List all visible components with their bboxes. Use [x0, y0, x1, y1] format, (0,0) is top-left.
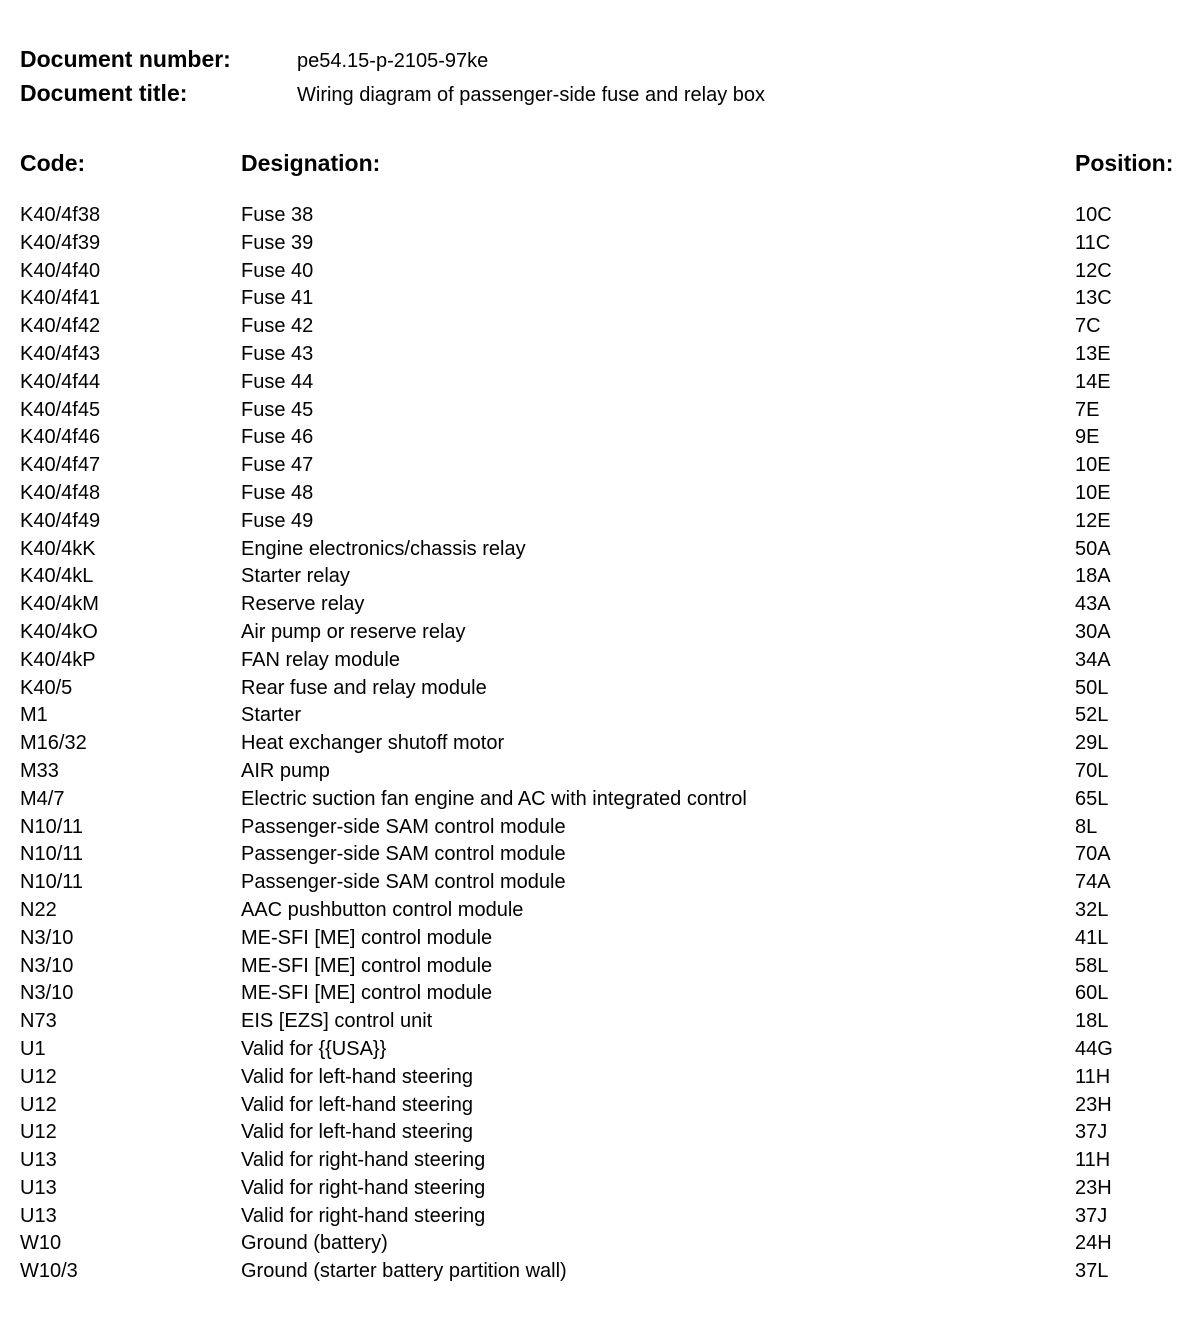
- table-row: [20, 814, 1190, 842]
- document-number-value: pe54.15-p-2105-97ke: [297, 50, 489, 72]
- code-cell: M33: [20, 759, 59, 782]
- position-cell: 60L: [1075, 982, 1109, 1005]
- table-row: [20, 508, 1190, 536]
- code-cell: M1: [20, 704, 48, 727]
- code-cell: K40/4f45: [20, 398, 101, 421]
- designation-cell: Valid for right-hand steering: [241, 1149, 486, 1172]
- designation-cell: Electric suction fan engine and AC with integrated control: [241, 787, 747, 810]
- position-cell: 37L: [1075, 1260, 1109, 1283]
- code-cell: K40/4f46: [20, 426, 101, 449]
- position-cell: 10C: [1075, 204, 1112, 226]
- designation-cell: ME-SFI [ME] control module: [241, 982, 493, 1005]
- code-cell: K40/4kO: [20, 620, 98, 643]
- table-row: [20, 1175, 1190, 1203]
- designation-cell: Fuse 44: [241, 370, 314, 393]
- code-cell: N10/11: [20, 815, 84, 838]
- position-cell: 50L: [1075, 676, 1109, 699]
- designation-cell: Fuse 42: [241, 315, 314, 338]
- document-number-label: Document number:: [20, 46, 231, 72]
- designation-column-header: Designation:: [241, 150, 381, 176]
- position-cell: 12E: [1075, 509, 1111, 532]
- position-cell: 9E: [1075, 426, 1100, 449]
- designation-cell: Fuse 47: [241, 454, 314, 477]
- designation-cell: Passenger-side SAM control module: [241, 843, 566, 866]
- table-row: [20, 619, 1190, 647]
- table-row: [20, 1008, 1190, 1036]
- code-cell: K40/4kP: [20, 648, 96, 671]
- table-row: [20, 591, 1190, 619]
- code-cell: W10: [20, 1232, 62, 1255]
- table-row: [20, 1230, 1190, 1258]
- code-cell: K40/4f42: [20, 315, 101, 338]
- designation-cell: Passenger-side SAM control module: [241, 815, 566, 838]
- position-cell: 65L: [1075, 787, 1109, 810]
- position-cell: 11H: [1075, 1065, 1111, 1088]
- position-cell: 74A: [1075, 871, 1111, 894]
- position-cell: 11C: [1075, 231, 1111, 254]
- designation-cell: Fuse 48: [241, 481, 314, 504]
- code-cell: U12: [20, 1093, 57, 1116]
- designation-cell: Heat exchanger shutoff motor: [241, 732, 505, 755]
- code-cell: K40/4f38: [20, 204, 101, 226]
- code-cell: N10/11: [20, 843, 84, 866]
- designation-cell: Fuse 49: [241, 509, 314, 532]
- document-number-row: [20, 46, 765, 80]
- code-cell: U1: [20, 1037, 46, 1060]
- designation-cell: Reserve relay: [241, 593, 365, 616]
- designation-cell: Valid for right-hand steering: [241, 1176, 486, 1199]
- table-row: [20, 258, 1190, 286]
- table-header: [20, 150, 1195, 182]
- position-cell: 70L: [1075, 759, 1109, 782]
- position-cell: 14E: [1075, 370, 1111, 393]
- code-cell: W10/3: [20, 1260, 78, 1283]
- position-cell: 18A: [1075, 565, 1111, 588]
- table-row: [20, 925, 1190, 953]
- designation-cell: Engine electronics/chassis relay: [241, 537, 526, 560]
- designation-cell: Fuse 40: [241, 259, 314, 282]
- designation-cell: Fuse 45: [241, 398, 314, 421]
- table-row: [20, 536, 1190, 564]
- designation-cell: Air pump or reserve relay: [241, 620, 466, 643]
- table-row: [20, 1147, 1190, 1175]
- designation-cell: Starter relay: [241, 565, 350, 588]
- document-title-value: Wiring diagram of passenger-side fuse and relay box: [297, 84, 766, 106]
- position-cell: 18L: [1075, 1010, 1109, 1033]
- table-row: [20, 1092, 1190, 1120]
- designation-cell: Valid for left-hand steering: [241, 1121, 473, 1144]
- code-cell: U12: [20, 1065, 57, 1088]
- code-cell: K40/4kM: [20, 593, 99, 616]
- position-cell: 43A: [1075, 593, 1111, 616]
- table-row: [20, 313, 1190, 341]
- table-row: [20, 841, 1190, 869]
- document-header: [20, 46, 765, 114]
- position-cell: 8L: [1075, 815, 1098, 838]
- designation-cell: FAN relay module: [241, 648, 400, 671]
- position-cell: 23H: [1075, 1176, 1112, 1199]
- table-row: [20, 897, 1190, 925]
- code-cell: N3/10: [20, 926, 74, 949]
- code-cell: K40/4f43: [20, 342, 101, 365]
- code-cell: K40/4f40: [20, 259, 101, 282]
- designation-cell: ME-SFI [ME] control module: [241, 926, 493, 949]
- table-row: [20, 1258, 1190, 1286]
- code-cell: K40/4f39: [20, 231, 101, 254]
- code-cell: M4/7: [20, 787, 65, 810]
- designation-cell: Starter: [241, 704, 302, 727]
- code-cell: U13: [20, 1204, 57, 1227]
- table-row: [20, 1119, 1190, 1147]
- designation-cell: Ground (battery): [241, 1232, 388, 1255]
- code-cell: K40/5: [20, 676, 73, 699]
- table-row: [20, 953, 1190, 981]
- table-row: [20, 1036, 1190, 1064]
- table-row: [20, 786, 1190, 814]
- designation-cell: Fuse 38: [241, 204, 314, 226]
- code-cell: K40/4f41: [20, 287, 101, 310]
- code-cell: K40/4f49: [20, 509, 101, 532]
- position-cell: 34A: [1075, 648, 1111, 671]
- code-cell: U13: [20, 1176, 57, 1199]
- table-row: [20, 1203, 1190, 1231]
- code-cell: N10/11: [20, 871, 84, 894]
- code-cell: N3/10: [20, 982, 74, 1005]
- designation-cell: Ground (starter battery partition wall): [241, 1260, 567, 1283]
- position-cell: 41L: [1075, 926, 1109, 949]
- position-cell: 52L: [1075, 704, 1109, 727]
- code-cell: U13: [20, 1149, 57, 1172]
- table-row: [20, 424, 1190, 452]
- position-cell: 7C: [1075, 315, 1101, 338]
- code-cell: K40/4f47: [20, 454, 101, 477]
- table-row: [20, 452, 1190, 480]
- code-cell: N73: [20, 1010, 57, 1033]
- position-cell: 70A: [1075, 843, 1111, 866]
- table-row: [20, 702, 1190, 730]
- position-cell: 29L: [1075, 732, 1109, 755]
- code-column-header: Code:: [20, 150, 86, 176]
- table-row: [20, 285, 1190, 313]
- table-row: [20, 563, 1190, 591]
- designation-cell: Passenger-side SAM control module: [241, 871, 566, 894]
- designation-cell: Fuse 41: [241, 287, 314, 310]
- designation-cell: Fuse 46: [241, 426, 314, 449]
- position-cell: 10E: [1075, 481, 1111, 504]
- code-cell: N3/10: [20, 954, 74, 977]
- code-cell: U12: [20, 1121, 57, 1144]
- table-row: [20, 1064, 1190, 1092]
- position-cell: 24H: [1075, 1232, 1112, 1255]
- designation-cell: Valid for left-hand steering: [241, 1093, 473, 1116]
- position-cell: 44G: [1075, 1037, 1113, 1060]
- code-cell: K40/4f44: [20, 370, 101, 393]
- position-cell: 58L: [1075, 954, 1109, 977]
- position-cell: 10E: [1075, 454, 1111, 477]
- code-cell: M16/32: [20, 732, 87, 755]
- document-title-label: Document title:: [20, 80, 188, 106]
- table-row: [20, 730, 1190, 758]
- position-cell: 12C: [1075, 259, 1112, 282]
- code-cell: K40/4kK: [20, 537, 96, 560]
- position-cell: 11H: [1075, 1149, 1111, 1172]
- designation-cell: AIR pump: [241, 759, 330, 782]
- designation-cell: Fuse 39: [241, 231, 314, 254]
- table-row: [20, 480, 1190, 508]
- code-cell: K40/4f48: [20, 481, 101, 504]
- table-row: [20, 869, 1190, 897]
- position-cell: 30A: [1075, 620, 1111, 643]
- document-title-row: [20, 80, 765, 114]
- table-row: [20, 980, 1190, 1008]
- position-cell: 37J: [1075, 1204, 1108, 1227]
- designation-cell: Valid for {{USA}}: [241, 1037, 387, 1060]
- table-row: [20, 230, 1190, 258]
- position-column-header: Position:: [1075, 150, 1174, 176]
- table-row: [20, 758, 1190, 786]
- table-body: [20, 202, 1190, 1286]
- table-row: [20, 202, 1190, 230]
- designation-cell: AAC pushbutton control module: [241, 898, 524, 921]
- code-cell: K40/4kL: [20, 565, 94, 588]
- designation-cell: Rear fuse and relay module: [241, 676, 487, 699]
- position-cell: 13E: [1075, 342, 1111, 365]
- designation-cell: EIS [EZS] control unit: [241, 1010, 433, 1033]
- table-row: [20, 647, 1190, 675]
- designation-cell: Fuse 43: [241, 342, 314, 365]
- designation-cell: ME-SFI [ME] control module: [241, 954, 493, 977]
- designation-cell: Valid for left-hand steering: [241, 1065, 473, 1088]
- position-cell: 13C: [1075, 287, 1112, 310]
- table-row: [20, 341, 1190, 369]
- table-row: [20, 397, 1190, 425]
- position-cell: 23H: [1075, 1093, 1112, 1116]
- table-row: [20, 369, 1190, 397]
- table-row: [20, 675, 1190, 703]
- designation-cell: Valid for right-hand steering: [241, 1204, 486, 1227]
- position-cell: 50A: [1075, 537, 1111, 560]
- position-cell: 7E: [1075, 398, 1100, 421]
- code-cell: N22: [20, 898, 57, 921]
- position-cell: 32L: [1075, 898, 1109, 921]
- position-cell: 37J: [1075, 1121, 1108, 1144]
